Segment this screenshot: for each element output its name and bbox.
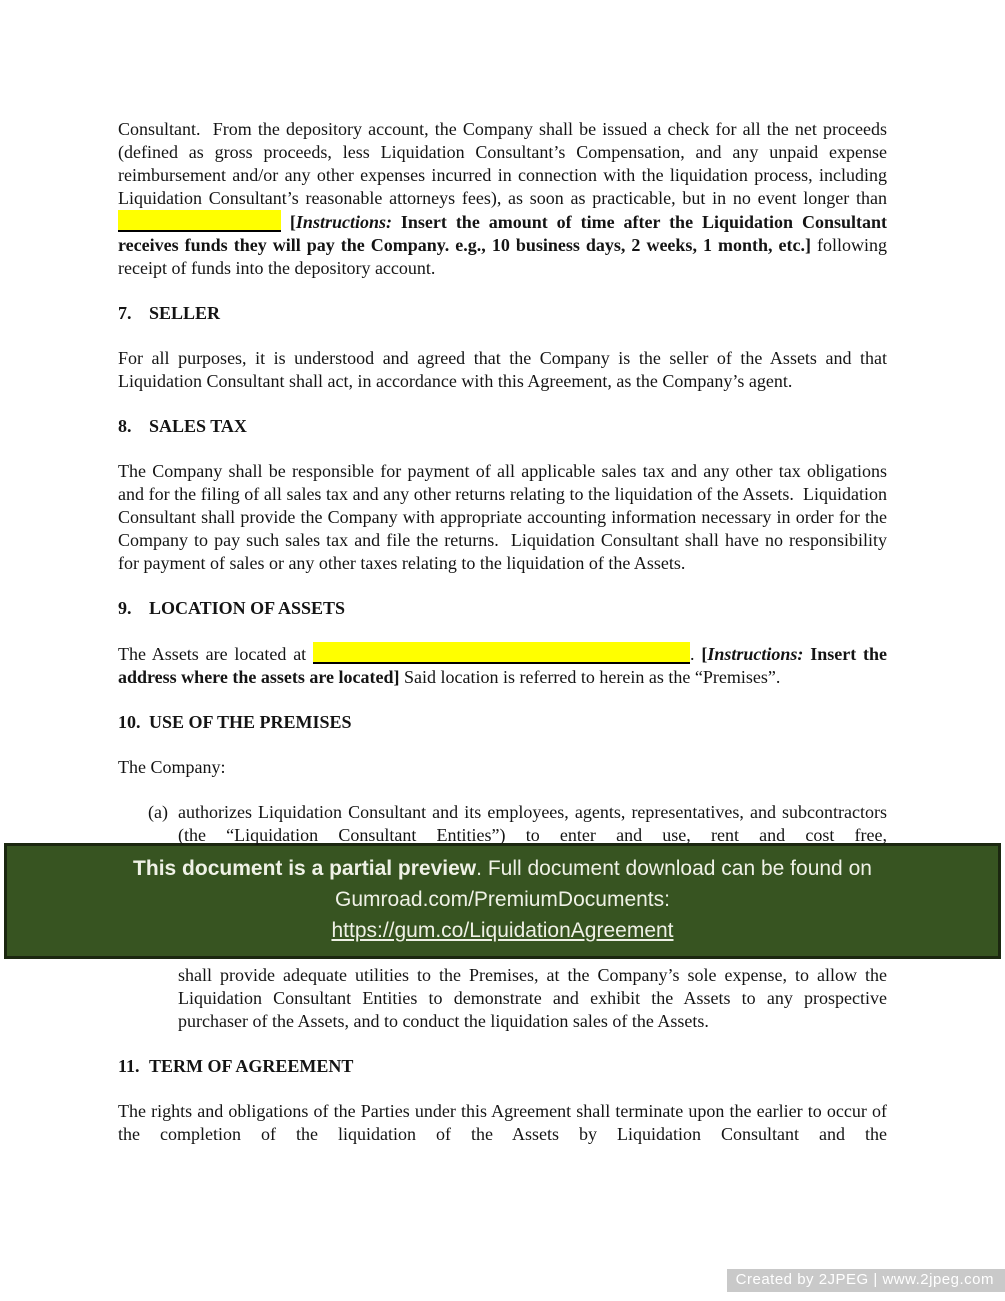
fill-in-blank-payment-time[interactable] xyxy=(118,210,281,232)
watermark: Created by 2JPEG | www.2jpeg.com xyxy=(727,1269,1005,1292)
heading-number: 8. xyxy=(118,416,132,436)
preview-download-link[interactable]: https://gum.co/LiquidationAgreement xyxy=(331,919,674,942)
heading-title: USE OF THE PREMISES xyxy=(149,712,352,732)
instructions-text: Insert the address where the assets are located] xyxy=(118,644,887,687)
preview-banner-headline-bold: This document is a partial preview xyxy=(133,857,477,880)
heading-location-of-assets xyxy=(118,597,887,620)
paragraph-term-of-agreement: The rights and obligations of the Parties under this Agreement shall terminate upon the earlier to occur of the completion of the liquidation of the Assets by Liquidation Consultant and the xyxy=(118,1101,887,1144)
heading-sales-tax xyxy=(118,415,887,438)
preview-banner-headline-rest: . Full document download can be found on xyxy=(476,857,872,880)
list-item-a-text: authorizes Liquidation Consultant and its employees, agents, representatives, and subcontractors (the “Liquidation Consultant Entities”) to enter and use, rent and cost free, xyxy=(178,802,887,845)
paragraph-text: Consultant. From the depository account, the Company shall be issued a check for all the net proceeds (defined as gross proceeds, less Liquidation Consultant’s Compensation, and any unpaid expense reimbursement and/or any other expenses incurred in connection with the liquidation process, including Liquidation Consultant’s reasonable attorneys fees), as soon as practicable, but in no event longer than xyxy=(118,119,887,208)
preview-banner-headline xyxy=(27,853,978,884)
list-item-a-marker: (a) xyxy=(148,802,168,822)
instructions-text: Insert the amount of time after the Liquidation Consultant receives funds they will pay the Company. e.g., 10 business days, 2 weeks, 1 month, etc.] xyxy=(118,212,887,255)
fill-in-blank-assets-address[interactable] xyxy=(313,642,690,664)
preview-banner xyxy=(4,843,1001,959)
heading-title: LOCATION OF ASSETS xyxy=(149,598,346,618)
heading-term-of-agreement xyxy=(118,1055,887,1078)
preview-banner-site: Gumroad.com/PremiumDocuments: xyxy=(335,888,670,911)
paragraph-seller: For all purposes, it is understood and agreed that the Company is the seller of the Assets and that Liquidation Consultant shall act, in accordance with this Agreement, as the Company’s agent. xyxy=(118,348,887,391)
instructions-open-bracket: [ xyxy=(701,644,708,664)
heading-number: 11. xyxy=(118,1056,140,1076)
heading-number: 10. xyxy=(118,712,141,732)
paragraph-net-proceeds xyxy=(118,118,887,280)
document-content xyxy=(118,118,887,1168)
paragraph-text: Said location is referred to herein as the “Premises”. xyxy=(399,667,781,687)
paragraph-text: . xyxy=(690,644,702,664)
paragraph-premises-continuation: shall provide adequate utilities to the Premises, at the Company’s sole expense, to allow the Liquidation Consultant Entities to demonstrate and exhibit the Assets to any prospective purchaser of the Assets, and to conduct the liquidation sales of the Assets. xyxy=(178,965,887,1031)
paragraph-company-intro: The Company: xyxy=(118,757,226,777)
list-item-a xyxy=(118,801,887,847)
paragraph-text: The Assets are located at xyxy=(118,644,313,664)
heading-seller xyxy=(118,302,887,325)
paragraph-sales-tax: The Company shall be responsible for payment of all applicable sales tax and any other tax obligations and for the filing of all sales tax and any other returns relating to the liquidation of the Assets. Liquidation Consultant shall provide the Company with appropriate accounting information necessary in order for the Company to pay such sales tax and file the returns. Liquidation Consultant shall have no responsibility for payment of sales or any other taxes relating to the liquidation of the Assets. xyxy=(118,461,887,573)
heading-title: SELLER xyxy=(149,303,221,323)
instructions-label: Instructions: xyxy=(707,644,804,664)
heading-use-of-premises xyxy=(118,711,887,734)
heading-number: 7. xyxy=(118,303,132,323)
heading-title: TERM OF AGREEMENT xyxy=(149,1056,354,1076)
paragraph-text: following receipt of funds into the depository account. xyxy=(118,235,887,278)
instructions-label: Instructions: xyxy=(295,212,392,232)
heading-title: SALES TAX xyxy=(149,416,247,436)
instructions-open-bracket: [ xyxy=(281,212,296,232)
paragraph-location-of-assets xyxy=(118,642,887,689)
heading-number: 9. xyxy=(118,598,132,618)
